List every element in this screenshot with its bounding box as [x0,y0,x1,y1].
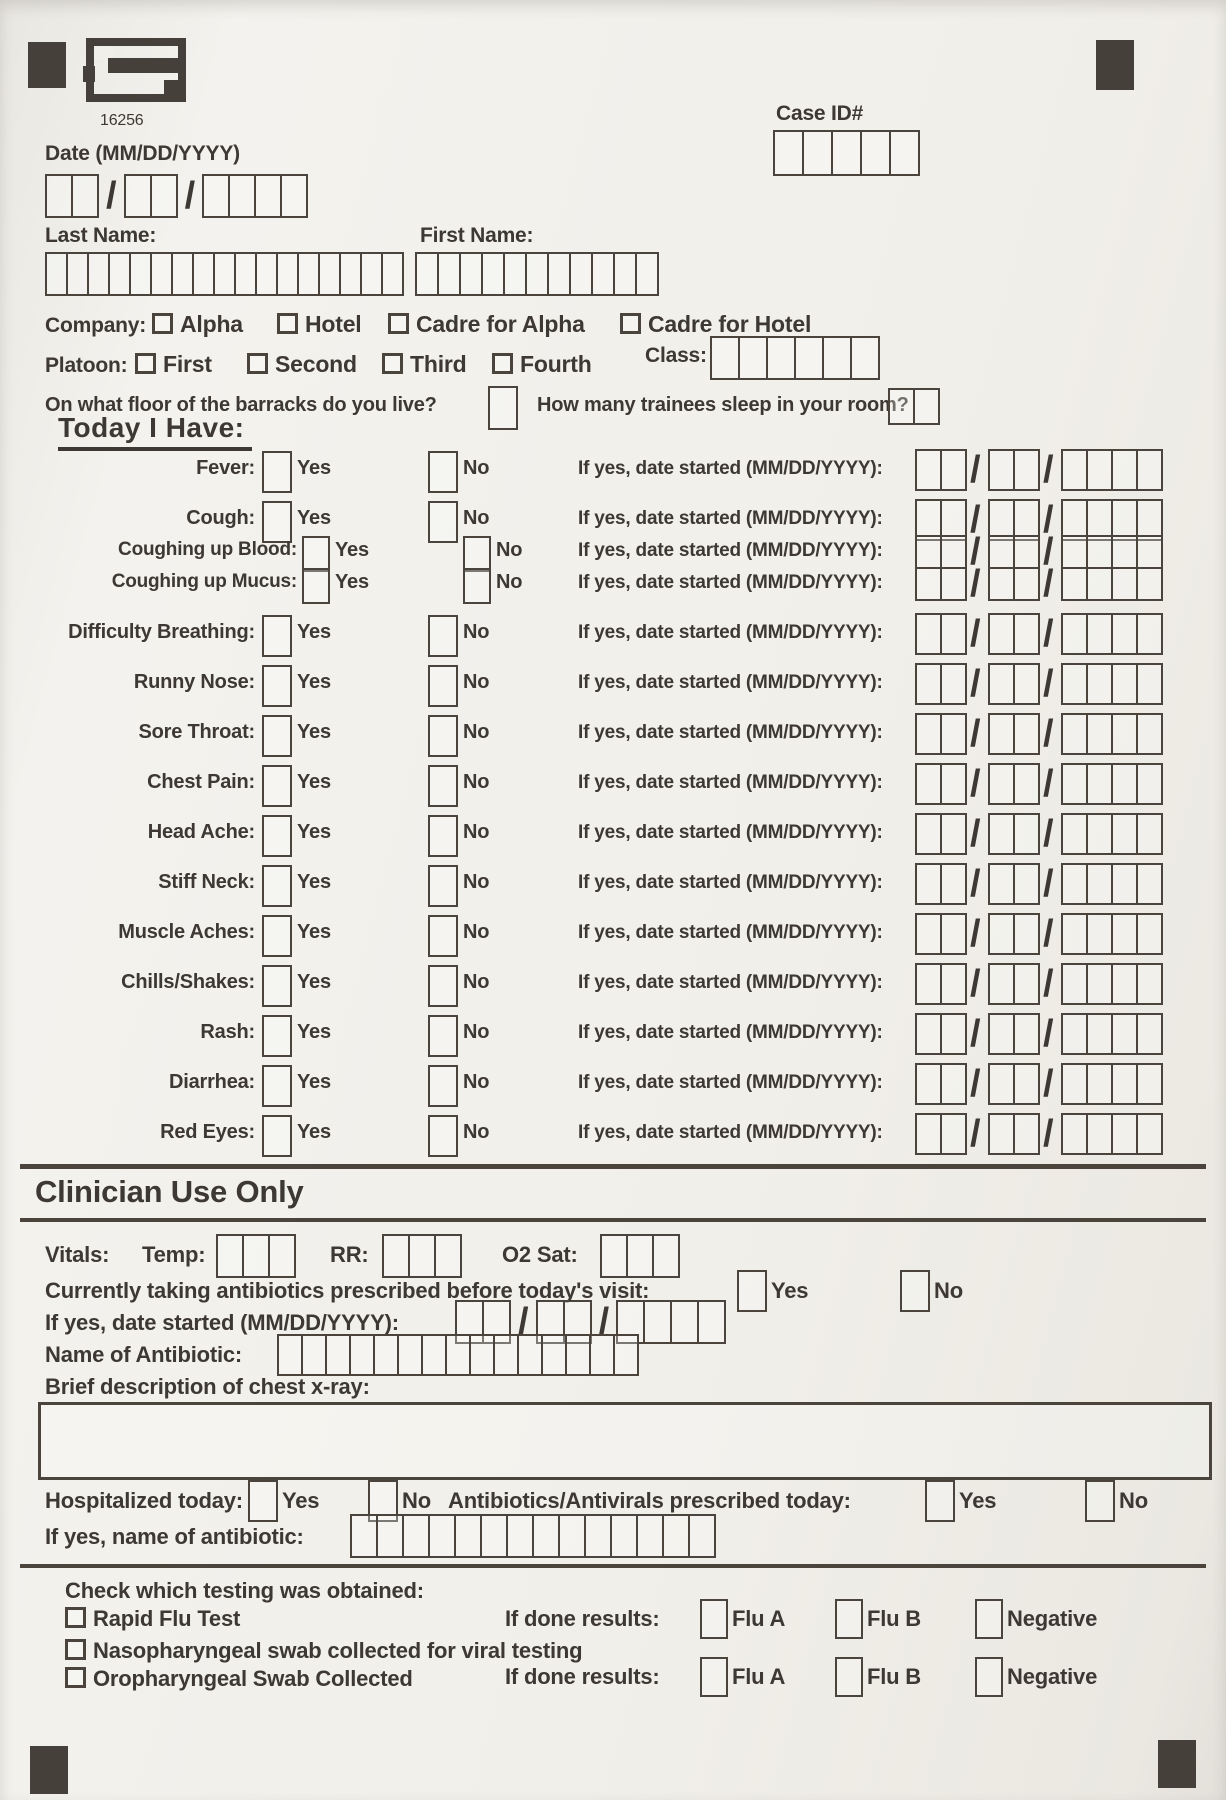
cough-no-checkbox[interactable] [428,501,458,543]
flu-b-label: Flu B [867,1664,921,1689]
company-label: Company: [45,314,147,337]
diarrhea-date-mm-cells[interactable] [915,1063,967,1105]
flu-a-label: Flu A [732,1606,786,1631]
runny-nose-date-yyyy-cells[interactable] [1061,663,1163,705]
coughing-up-blood-date-dd-cells[interactable] [988,535,1040,569]
rash-date-dd-cells[interactable] [988,1013,1040,1055]
runny-nose-date-mm-cells[interactable] [915,663,967,705]
date-started-prompt: If yes, date started (MM/DD/YYYY): [578,458,883,479]
slash: / [970,531,981,573]
slash: / [970,913,981,955]
negative-label: Negative [1007,1606,1098,1631]
no-label: No [496,539,523,561]
platoon-option-fourth: Fourth [492,351,592,377]
slash: / [970,613,981,655]
slash: / [1043,1063,1054,1105]
rr-label: RR: [330,1242,369,1267]
chest-pain-yes-checkbox[interactable] [262,765,292,807]
date-started-prompt: If yes, date started (MM/DD/YYYY): [578,1072,883,1093]
no-label: No [463,1121,490,1143]
symptom-label: Chest Pain: [147,771,255,793]
red-eyes-yes-checkbox[interactable] [262,1115,292,1157]
runny-nose-yes-checkbox[interactable] [262,665,292,707]
symptom-label: Rash: [200,1021,255,1043]
runny-nose-date-dd-cells[interactable] [988,663,1040,705]
case-id-label: Case ID# [776,102,864,125]
stiff-neck-yes-checkbox[interactable] [262,865,292,907]
sore-throat-yes-checkbox[interactable] [262,715,292,757]
stiff-neck-no-checkbox[interactable] [428,865,458,907]
no-label: No [402,1488,431,1513]
no-label: No [1119,1488,1148,1513]
rash-date-yyyy-cells[interactable] [1061,1013,1163,1055]
flu-a-label: Flu A [732,1664,786,1689]
yes-label: Yes [297,1021,331,1043]
company-option-alpha: Alpha [152,311,243,337]
date-label: Date (MM/DD/YYYY) [45,142,240,165]
hospitalized-yes-checkbox[interactable] [248,1480,278,1522]
symptom-label: Fever: [196,457,255,479]
rash-no-checkbox[interactable] [428,1015,458,1057]
section-divider [20,1564,1206,1568]
slash: / [1043,531,1054,573]
slash: / [184,175,196,217]
platoon-label: Platoon: [45,354,128,377]
yes-label: Yes [297,1071,331,1093]
oro-negative-checkbox[interactable] [975,1657,1003,1697]
oro-flu-a-checkbox[interactable] [700,1657,728,1697]
sore-throat-date-dd-cells[interactable] [988,713,1040,755]
slash: / [970,563,981,605]
date-started-prompt: If yes, date started (MM/DD/YYYY): [578,572,883,593]
chest-pain-no-checkbox[interactable] [428,765,458,807]
slash: / [106,175,117,217]
no-label: No [463,621,490,643]
testing-item-rapid-flu: Rapid Flu Test [65,1606,240,1631]
coughing-up-mucus-date-mm-cells[interactable] [915,567,967,601]
sore-throat-date-mm-cells[interactable] [915,713,967,755]
symptom-label: Sore Throat: [138,721,255,743]
no-label: No [463,821,490,843]
xray-description-box[interactable] [38,1402,1212,1480]
slash: / [970,813,981,855]
date-started-prompt: If yes, date started (MM/DD/YYYY): [578,922,883,943]
yes-label: Yes [297,671,331,693]
red-eyes-date-dd-cells[interactable] [988,1113,1040,1155]
yes-label: Yes [297,457,331,479]
xray-label: Brief description of chest x-ray: [45,1374,370,1399]
yes-label: Yes [282,1488,320,1513]
diarrhea-yes-checkbox[interactable] [262,1065,292,1107]
testing-item-oropharyngeal: Oropharyngeal Swab Collected [65,1666,413,1691]
symptom-label: Coughing up Blood: [118,539,297,560]
platoon-option-second: Second [247,351,357,377]
first-name-label: First Name: [420,224,534,247]
coughing-up-blood-date-yyyy-cells[interactable] [1061,535,1163,569]
date-started-prompt: If yes, date started (MM/DD/YYYY): [578,872,883,893]
slash: / [970,1113,981,1155]
hospitalized-label: Hospitalized today: [45,1488,243,1513]
slash: / [518,1301,529,1343]
nasopharyngeal-swab-checkbox[interactable] [65,1639,86,1660]
yes-label: Yes [297,1121,331,1143]
floor-question: On what floor of the barracks do you live? [45,394,437,416]
slash: / [970,499,981,541]
temp-label: Temp: [142,1242,206,1267]
yes-label: Yes [297,721,331,743]
symptom-label: Muscle Aches: [118,921,255,943]
antibiotics-question: Currently taking antibiotics prescribed before today's visit: [45,1278,650,1303]
date-started-prompt: If yes, date started (MM/DD/YYYY): [578,822,883,843]
difficulty-breathing-yes-checkbox[interactable] [262,615,292,657]
chest-pain-date-mm-cells[interactable] [915,763,967,805]
vitals-label: Vitals: [45,1242,110,1267]
symptom-label: Difficulty Breathing: [68,621,255,643]
diarrhea-date-dd-cells[interactable] [988,1063,1040,1105]
no-label: No [463,771,490,793]
date-started-prompt: If yes, date started (MM/DD/YYYY): [578,722,883,743]
yes-label: Yes [297,871,331,893]
yes-label: Yes [771,1278,809,1303]
rash-yes-checkbox[interactable] [262,1015,292,1057]
symptom-label: Head Ache: [147,821,255,843]
no-label: No [496,571,523,593]
date-started-prompt: If yes, date started (MM/DD/YYYY): [578,672,883,693]
head-ache-date-dd-cells[interactable] [988,813,1040,855]
corner-registration-mark-bottom-left [30,1746,68,1794]
head-ache-date-mm-cells[interactable] [915,813,967,855]
diarrhea-date-yyyy-cells[interactable] [1061,1063,1163,1105]
slash: / [970,1013,981,1055]
slash: / [970,663,981,705]
corner-registration-mark-bottom-right [1158,1740,1196,1788]
red-eyes-no-checkbox[interactable] [428,1115,458,1157]
prescribed-no-checkbox[interactable] [1085,1480,1115,1522]
coughing-up-blood-date-mm-cells[interactable] [915,535,967,569]
sore-throat-date-yyyy-cells[interactable] [1061,713,1163,755]
chills-shakes-date-yyyy-cells[interactable] [1061,963,1163,1005]
if-done-results-label: If done results: [505,1606,660,1631]
no-label: No [463,1071,490,1093]
muscle-aches-date-mm-cells[interactable] [915,913,967,955]
no-label: No [934,1278,963,1303]
fever-yes-checkbox[interactable] [262,451,292,493]
slash: / [598,1301,610,1343]
diarrhea-no-checkbox[interactable] [428,1065,458,1107]
clinician-section-title: Clinician Use Only [35,1174,304,1209]
clinician-date-prompt: If yes, date started (MM/DD/YYYY): [45,1310,399,1335]
no-label: No [463,671,490,693]
yes-label: Yes [297,507,331,529]
rapid-negative-checkbox[interactable] [975,1599,1003,1639]
antibiotic-name2-label: If yes, name of antibiotic: [45,1524,304,1549]
slash: / [970,449,981,491]
symptom-label: Red Eyes: [160,1121,255,1143]
antibiotics-no-checkbox[interactable] [900,1270,930,1312]
company-option-hotel: Hotel [277,311,362,337]
coughing-up-mucus-no-checkbox[interactable] [463,568,491,604]
slash: / [1043,1013,1054,1055]
difficulty-breathing-date-yyyy-cells[interactable] [1061,613,1163,655]
company-option-cadre-hotel: Cadre for Hotel [620,311,811,337]
coughing-up-blood-yes-checkbox[interactable] [302,536,330,572]
antibiotics-yes-checkbox[interactable] [737,1270,767,1312]
yes-label: Yes [297,621,331,643]
yes-label: Yes [335,539,369,561]
no-label: No [463,871,490,893]
muscle-aches-date-yyyy-cells[interactable] [1061,913,1163,955]
yes-label: Yes [297,921,331,943]
chills-shakes-date-mm-cells[interactable] [915,963,967,1005]
slash: / [970,963,981,1005]
o2-sat-cells[interactable] [600,1234,680,1278]
testing-item-nasopharyngeal: Nasopharyngeal swab collected for viral testing [65,1638,582,1663]
runny-nose-no-checkbox[interactable] [428,665,458,707]
sore-throat-no-checkbox[interactable] [428,715,458,757]
slash: / [1043,863,1054,905]
roommates-question: How many trainees sleep in your room? [537,394,909,416]
date-started-prompt: If yes, date started (MM/DD/YYYY): [578,772,883,793]
testing-heading: Check which testing was obtained: [65,1578,424,1603]
section-divider [20,1164,1206,1169]
flu-b-label: Flu B [867,1606,921,1631]
slash: / [1043,663,1054,705]
antibiotic-name-label: Name of Antibiotic: [45,1342,243,1367]
slash: / [1043,713,1054,755]
muscle-aches-date-dd-cells[interactable] [988,913,1040,955]
coughing-up-mucus-date-dd-cells[interactable] [988,567,1040,601]
difficulty-breathing-date-dd-cells[interactable] [988,613,1040,655]
head-ache-date-yyyy-cells[interactable] [1061,813,1163,855]
difficulty-breathing-no-checkbox[interactable] [428,615,458,657]
rr-cells[interactable] [382,1234,462,1278]
no-label: No [463,1021,490,1043]
date-started-prompt: If yes, date started (MM/DD/YYYY): [578,1122,883,1143]
rapid-flu-test-checkbox[interactable] [65,1607,86,1628]
cough-yes-checkbox[interactable] [262,501,292,543]
date-started-prompt: If yes, date started (MM/DD/YYYY): [578,972,883,993]
coughing-up-blood-no-checkbox[interactable] [463,536,491,572]
slash: / [970,713,981,755]
last-name-label: Last Name: [45,224,157,247]
slash: / [1043,499,1054,541]
section-divider [20,1218,1206,1222]
slash: / [970,863,981,905]
symptom-label: Runny Nose: [133,671,255,693]
no-label: No [463,507,490,529]
date-started-prompt: If yes, date started (MM/DD/YYYY): [578,1022,883,1043]
fever-no-checkbox[interactable] [428,451,458,493]
date-started-prompt: If yes, date started (MM/DD/YYYY): [578,622,883,643]
symptom-label: Diarrhea: [168,1071,255,1093]
slash: / [970,1063,981,1105]
slash: / [1043,813,1054,855]
yes-label: Yes [297,771,331,793]
muscle-aches-no-checkbox[interactable] [428,915,458,957]
rash-date-mm-cells[interactable] [915,1013,967,1055]
fever-date-mm-cells[interactable] [915,449,967,491]
red-eyes-date-mm-cells[interactable] [915,1113,967,1155]
stiff-neck-date-yyyy-cells[interactable] [1061,863,1163,905]
platoon-option-first: First [135,351,212,377]
temp-cells[interactable] [216,1234,296,1278]
no-label: No [463,921,490,943]
stiff-neck-date-mm-cells[interactable] [915,863,967,905]
oropharyngeal-swab-checkbox[interactable] [65,1667,86,1688]
yes-label: Yes [959,1488,997,1513]
head-ache-yes-checkbox[interactable] [262,815,292,857]
date-started-prompt: If yes, date started (MM/DD/YYYY): [578,508,883,529]
fever-date-dd-cells[interactable] [988,449,1040,491]
yes-label: Yes [297,971,331,993]
platoon-option-third: Third [382,351,467,377]
negative-label: Negative [1007,1664,1098,1689]
o2-sat-label: O2 Sat: [502,1242,578,1267]
prescribed-yes-checkbox[interactable] [925,1480,955,1522]
slash: / [1043,1113,1054,1155]
chills-shakes-no-checkbox[interactable] [428,965,458,1007]
slash: / [1043,963,1054,1005]
yes-label: Yes [297,821,331,843]
class-label: Class: [645,344,707,367]
no-label: No [463,971,490,993]
prescribed-label: Antibiotics/Antivirals prescribed today: [448,1488,851,1513]
muscle-aches-yes-checkbox[interactable] [262,915,292,957]
antibiotic-name-cells[interactable] [277,1334,639,1376]
slash: / [1043,913,1054,955]
company-option-cadre-alpha: Cadre for Alpha [388,311,585,337]
slash: / [1043,449,1054,491]
if-done-results-label: If done results: [505,1664,660,1689]
stiff-neck-date-dd-cells[interactable] [988,863,1040,905]
chills-shakes-yes-checkbox[interactable] [262,965,292,1007]
red-eyes-date-yyyy-cells[interactable] [1061,1113,1163,1155]
no-label: No [463,457,490,479]
chills-shakes-date-dd-cells[interactable] [988,963,1040,1005]
form-number: 16256 [100,112,144,129]
antibiotic-name2-cells[interactable] [350,1514,716,1558]
slash: / [1043,563,1054,605]
yes-label: Yes [335,571,369,593]
coughing-up-mucus-yes-checkbox[interactable] [302,568,330,604]
oro-flu-b-checkbox[interactable] [835,1657,863,1697]
difficulty-breathing-date-mm-cells[interactable] [915,613,967,655]
no-label: No [463,721,490,743]
rapid-flu-b-checkbox[interactable] [835,1599,863,1639]
symptom-label: Cough: [186,507,255,529]
symptom-label: Stiff Neck: [158,871,255,893]
slash: / [1043,613,1054,655]
slash: / [970,763,981,805]
chest-pain-date-dd-cells[interactable] [988,763,1040,805]
today-i-have-title: Today I Have: [58,412,252,451]
rapid-flu-a-checkbox[interactable] [700,1599,728,1639]
date-started-prompt: If yes, date started (MM/DD/YYYY): [578,540,883,561]
head-ache-no-checkbox[interactable] [428,815,458,857]
symptom-label: Coughing up Mucus: [111,571,297,592]
chest-pain-date-yyyy-cells[interactable] [1061,763,1163,805]
coughing-up-mucus-date-yyyy-cells[interactable] [1061,567,1163,601]
symptom-label: Chills/Shakes: [121,971,255,993]
fever-date-yyyy-cells[interactable] [1061,449,1163,491]
slash: / [1043,763,1054,805]
